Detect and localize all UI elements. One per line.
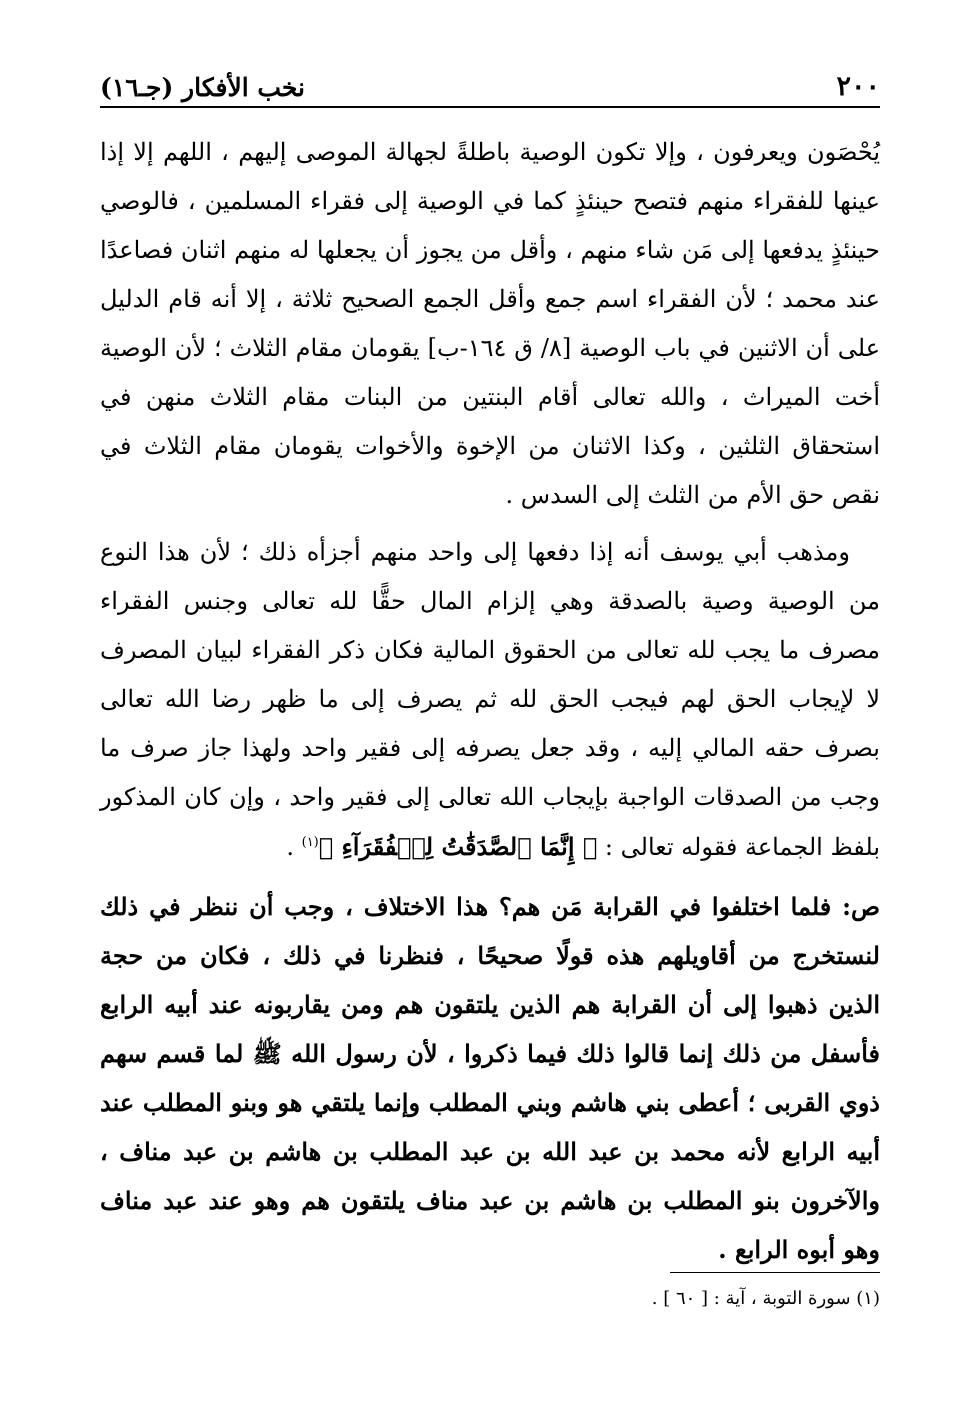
page-body	[100, 128, 880, 1274]
quran-verse: ﴿ إِنَّمَا ٱلصَّدَقَٰتُ لِلۡفُقَرَآءِ ﴾	[318, 832, 598, 861]
paragraph-commentary-2	[100, 528, 880, 872]
page-number: ٢٠٠	[836, 71, 880, 102]
page-header	[100, 58, 880, 108]
footnote-divider	[670, 1272, 880, 1273]
paragraph-text: يُحْصَون ويعرفون ، وإلا تكون الوصية باطلةً لجهالة الموصى إليهم ، اللهم إلا إذا عينها للفقراء منهم فتصح حينئذٍ كما في الوصية إلى فقراء المسلمين ، فالوصي حينئذٍ يدفعها إلى مَن شاء منهم ، وأقل من يجوز أن يجعلها له منهم اثنان فصاعدًا عند محمد ؛ لأن الفقراء اسم جمع وأقل الجمع الصحيح ثلاثة ، إلا أنه قام الدليل على أن الاثنين في باب الوصية [٨/ ق ١٦٤-ب] يقومان مقام الثلاث ؛ لأن الوصية أخت الميراث ، والله تعالى أقام البنتين من البنات مقام الثلاث منهن في استحقاق الثلثين ، وكذا الاثنان من الإخوة والأخوات يقومان مقام الثلاث في نقص حق الأم من الثلث إلى السدس .	[100, 138, 881, 509]
footnote-marker: (١)	[301, 835, 319, 850]
paragraph-ending: .	[286, 833, 302, 861]
paragraph-text: ومذهب أبي يوسف أنه إذا دفعها إلى واحد منهم أجزأه ذلك ؛ لأن هذا النوع من الوصية وصية بالصدقة وهي إلزام المال حقًّا لله تعالى وجنس الفقراء مصرف ما يجب لله تعالى من الحقوق المالية فكان ذكر الفقراء لبيان المصرف لا لإيجاب الحق لهم فيجب الحق لله ثم يصرف إلى ما ظهر رضا الله تعالى بصرف حقه المالي إليه ، وقد جعل يصرفه إلى فقير واحد ولهذا جاز صرف ما وجب من الصدقات الواجبة بإيجاب الله تعالى إلى فقير واحد ، وإن كان المذكور بلفظ الجماعة فقوله تعالى :	[100, 538, 881, 861]
paragraph-matn	[100, 882, 880, 1274]
running-title: نخب الأفكار (جـ١٦)	[100, 73, 306, 102]
footnote: (١) سورة التوبة ، آية : [ ٦٠ ] .	[651, 1288, 880, 1309]
paragraph-commentary-1	[100, 128, 880, 520]
paragraph-text: ص: فلما اختلفوا في القرابة مَن هم؟ هذا الاختلاف ، وجب أن ننظر في ذلك لنستخرج من أقاويلهم هذه قولًا صحيحًا ، فنظرنا في ذلك ، فكان من حجة الذين ذهبوا إلى أن القرابة هم الذين يلتقون هم ومن يقاربونه عند أبيه الرابع فأسفل من ذلك إنما قالوا ذلك فيما ذكروا ، لأن رسول الله ﷺ لما قسم سهم ذوي القربى ؛ أعطى بني هاشم وبني المطلب وإنما يلتقي هو وبنو المطلب عند أبيه الرابع لأنه محمد بن عبد الله بن عبد المطلب بن هاشم بن عبد مناف ، والآخرون بنو المطلب بن هاشم بن عبد مناف يلتقون هم وهو عند عبد مناف وهو أبوه الرابع .	[100, 892, 881, 1264]
